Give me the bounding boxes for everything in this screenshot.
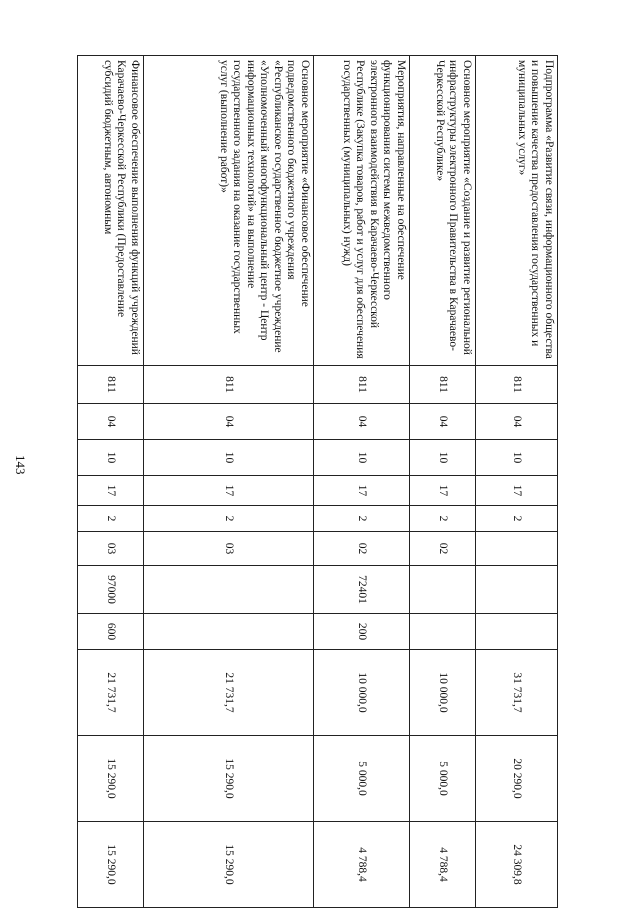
direction-code bbox=[410, 566, 476, 614]
admin-code: 811 bbox=[476, 366, 558, 404]
event-code: 03 bbox=[144, 532, 314, 566]
subsection-code: 10 bbox=[410, 440, 476, 476]
section-code: 04 bbox=[476, 404, 558, 440]
direction-code bbox=[144, 566, 314, 614]
rotated-page bbox=[78, 55, 558, 905]
amount-year-2: 5 000,0 bbox=[410, 736, 476, 822]
row-description: Основное мероприятие «Финансовое обеспечение подведомственного бюджетного учреждения «Республиканское государственное бюджетное учреждение «Уполномоченный многофункциональный центр - Центр информационных технологий» на выполнение государственного задания на оказание государственных услуг (выполнение работ)» bbox=[144, 56, 314, 366]
amount-year-2: 5 000,0 bbox=[314, 736, 410, 822]
row-description: Подпрограмма «Развитие связи, информационного общества и повышение качества предоставления государственных и муниципальных услуг» bbox=[476, 56, 558, 366]
admin-code: 811 bbox=[144, 366, 314, 404]
expense-type bbox=[144, 614, 314, 650]
program-code: 17 bbox=[410, 476, 476, 506]
amount-year-3: 15 290,0 bbox=[78, 822, 144, 908]
program-code: 17 bbox=[144, 476, 314, 506]
subsection-code: 10 bbox=[314, 440, 410, 476]
event-code: 02 bbox=[410, 532, 476, 566]
subsection-code: 10 bbox=[144, 440, 314, 476]
expense-type bbox=[476, 614, 558, 650]
amount-year-2: 15 290,0 bbox=[78, 736, 144, 822]
program-code: 17 bbox=[314, 476, 410, 506]
subprogram-code: 2 bbox=[476, 506, 558, 532]
subsection-code: 10 bbox=[476, 440, 558, 476]
event-code: 03 bbox=[78, 532, 144, 566]
amount-year-3: 4 788,4 bbox=[410, 822, 476, 908]
amount-year-3: 24 309,8 bbox=[476, 822, 558, 908]
section-code: 04 bbox=[314, 404, 410, 440]
table-row bbox=[476, 56, 558, 908]
amount-year-2: 20 290,0 bbox=[476, 736, 558, 822]
amount-year-3: 15 290,0 bbox=[144, 822, 314, 908]
section-code: 04 bbox=[144, 404, 314, 440]
page-number: 143 bbox=[13, 455, 28, 475]
amount-year-3: 4 788,4 bbox=[314, 822, 410, 908]
row-description: Основное мероприятие «Создание и развитие региональной инфраструктуры электронного Правительства в Карачаево-Черкесской Республике» bbox=[410, 56, 476, 366]
amount-year-1: 21 731,7 bbox=[144, 650, 314, 736]
budget-table bbox=[77, 55, 558, 908]
program-code: 17 bbox=[78, 476, 144, 506]
subsection-code: 10 bbox=[78, 440, 144, 476]
section-code: 04 bbox=[78, 404, 144, 440]
expense-type: 200 bbox=[314, 614, 410, 650]
expense-type: 600 bbox=[78, 614, 144, 650]
subprogram-code: 2 bbox=[78, 506, 144, 532]
subprogram-code: 2 bbox=[144, 506, 314, 532]
row-description: Финансовое обеспечение выполнения функций учреждений Карачаево-Черкесской Республики (Предоставление субсидий бюджетным, автономным bbox=[78, 56, 144, 366]
admin-code: 811 bbox=[78, 366, 144, 404]
section-code: 04 bbox=[410, 404, 476, 440]
row-description: Мероприятия, направленные на обеспечение функционирования системы межведомственного электронного взаимодействия в Карачаево-Черкесской Республике (Закупка товаров, работ и услуг для обеспечения государственных (муниципальных) нужд) bbox=[314, 56, 410, 366]
table-row bbox=[314, 56, 410, 908]
amount-year-2: 15 290,0 bbox=[144, 736, 314, 822]
table-row bbox=[144, 56, 314, 908]
subprogram-code: 2 bbox=[410, 506, 476, 532]
amount-year-1: 10 000,0 bbox=[314, 650, 410, 736]
direction-code: 97000 bbox=[78, 566, 144, 614]
amount-year-1: 21 731,7 bbox=[78, 650, 144, 736]
admin-code: 811 bbox=[314, 366, 410, 404]
direction-code bbox=[476, 566, 558, 614]
subprogram-code: 2 bbox=[314, 506, 410, 532]
event-code: 02 bbox=[314, 532, 410, 566]
amount-year-1: 10 000,0 bbox=[410, 650, 476, 736]
amount-year-1: 31 731,7 bbox=[476, 650, 558, 736]
program-code: 17 bbox=[476, 476, 558, 506]
direction-code: 72401 bbox=[314, 566, 410, 614]
table-row bbox=[78, 56, 144, 908]
table-row bbox=[410, 56, 476, 908]
event-code bbox=[476, 532, 558, 566]
expense-type bbox=[410, 614, 476, 650]
admin-code: 811 bbox=[410, 366, 476, 404]
